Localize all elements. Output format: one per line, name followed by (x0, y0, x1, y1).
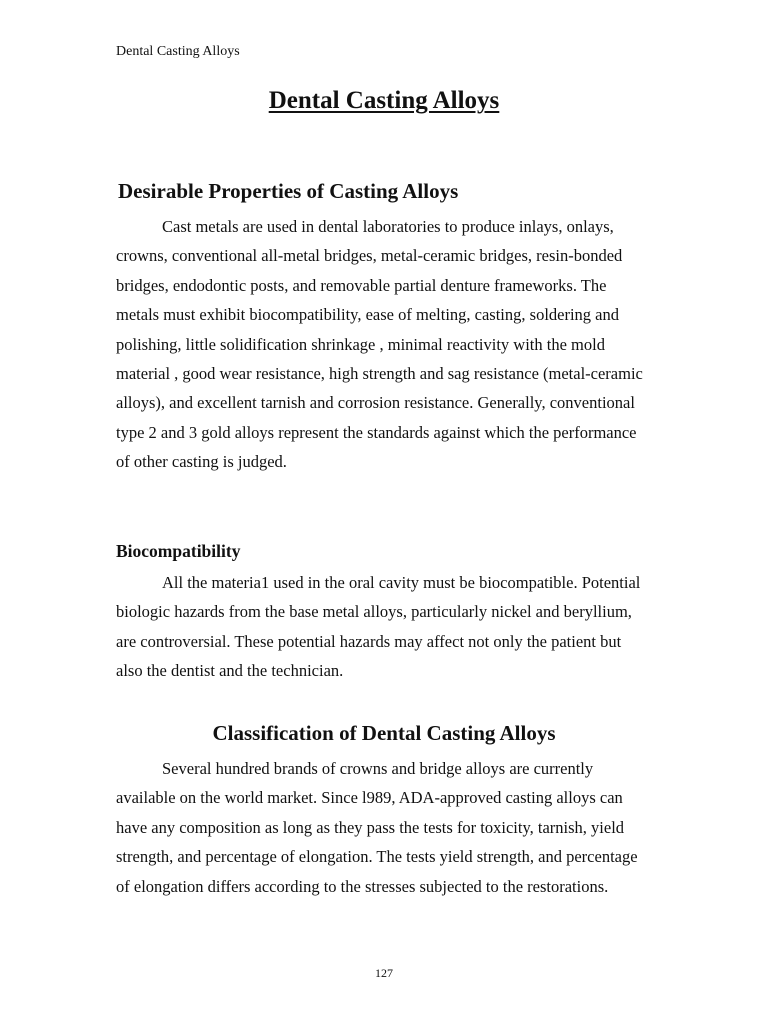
page-number: 127 (375, 966, 393, 980)
document-title: Dental Casting Alloys (268, 87, 500, 114)
section-heading-desirable-properties: Desirable Properties of Casting Alloys (118, 179, 459, 203)
running-header: Dental Casting Alloys (116, 44, 240, 59)
section-paragraph-desirable-properties: Cast metals are used in dental laboratories to produce inlays, onlays, crowns, conventional all-metal bridges, metal-ceramic bridges, resin-bonded bridges, endodontic posts, and removable partial denture frameworks. The metals must exhibit biocompatibility, ease of melting, casting, soldering and polishing, little solidification shrinkage , minimal reactivity with the mold material , good wear resistance, high strength and sag resistance (metal-ceramic alloys), and excellent tarnish and corrosion resistance. Generally, conventional type 2 and 3 gold alloys represent the standards against which the performance of other casting is judged. (116, 217, 643, 472)
section-paragraph-classification: Several hundred brands of crowns and bridge alloys are currently available on the world market. Since l989, ADA-approved casting alloys can have any composition as long as they pass the tests for toxicity, tarnish, yield strength, and percentage of elongation. The tests yield strength, and percentage of elongation differs according to the stresses subjected to the restorations. (116, 759, 638, 896)
section-heading-biocompatibility: Biocompatibility (116, 541, 241, 561)
section-paragraph-biocompatibility: All the materia1 used in the oral cavity must be biocompatible. Potential biologic hazards from the base metal alloys, particularly nickel and beryllium, are controversial. These potential hazards may affect not only the patient but also the dentist and the technician. (116, 573, 641, 681)
section-heading-classification: Classification of Dental Casting Alloys (212, 721, 556, 745)
